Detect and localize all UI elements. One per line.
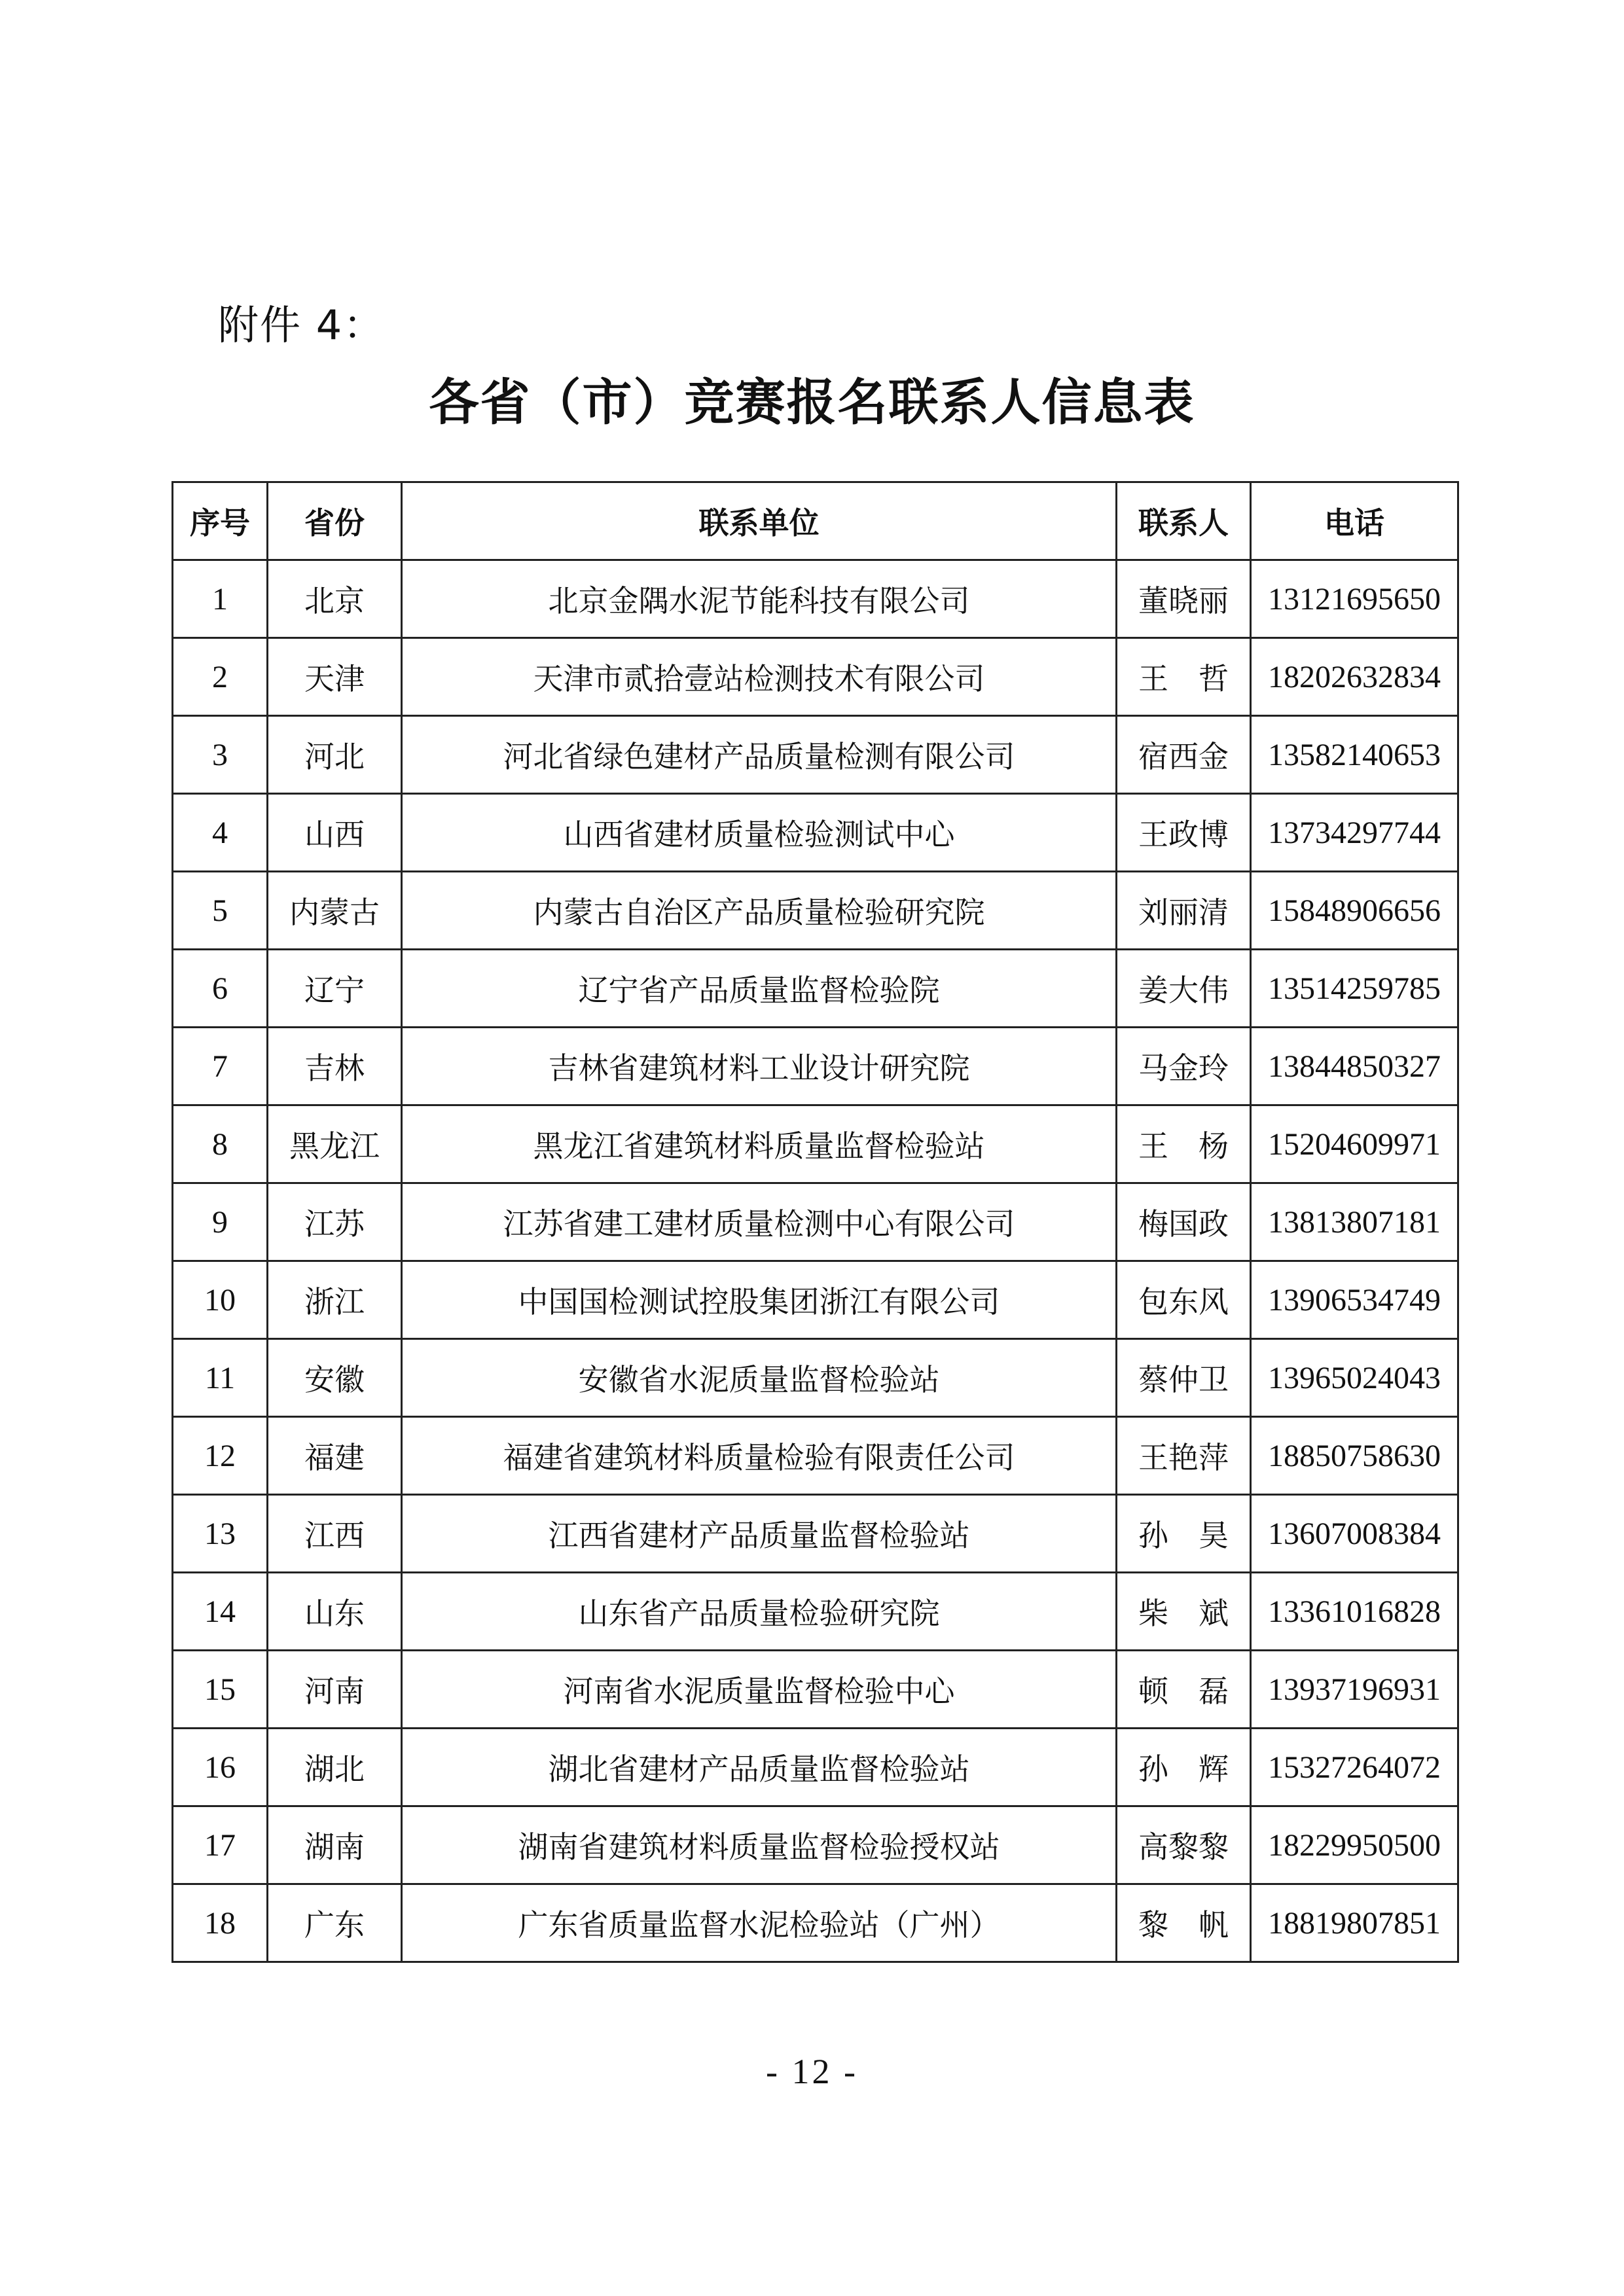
cell-phone: 13734297744 — [1251, 794, 1458, 872]
table-row — [173, 1417, 1458, 1495]
cell-unit: 福建省建筑材料质量检验有限责任公司 — [402, 1417, 1117, 1495]
cell-index: 4 — [173, 794, 268, 872]
cell-contact: 宿西金 — [1117, 716, 1251, 794]
cell-index: 8 — [173, 1105, 268, 1183]
cell-province: 江西 — [268, 1495, 402, 1573]
cell-index: 2 — [173, 638, 268, 716]
cell-contact: 孙 昊 — [1117, 1495, 1251, 1573]
cell-province: 广东 — [268, 1884, 402, 1962]
cell-index: 17 — [173, 1806, 268, 1884]
table-row — [173, 1183, 1458, 1261]
table-row — [173, 716, 1458, 794]
cell-index: 10 — [173, 1261, 268, 1339]
table-header-row — [173, 482, 1458, 560]
cell-contact: 王 哲 — [1117, 638, 1251, 716]
cell-phone: 13582140653 — [1251, 716, 1458, 794]
cell-index: 1 — [173, 560, 268, 638]
cell-unit: 内蒙古自治区产品质量检验研究院 — [402, 872, 1117, 950]
page-number: - 12 - — [766, 2052, 858, 2091]
cell-province: 天津 — [268, 638, 402, 716]
attachment-label: 附件 4： — [218, 301, 386, 349]
table-row — [173, 638, 1458, 716]
cell-province: 黑龙江 — [268, 1105, 402, 1183]
cell-province: 河北 — [268, 716, 402, 794]
document-title: 各省（市）竞赛报名联系人信息表 — [429, 373, 1195, 431]
cell-index: 14 — [173, 1573, 268, 1651]
cell-unit: 河北省绿色建材产品质量检测有限公司 — [402, 716, 1117, 794]
cell-index: 3 — [173, 716, 268, 794]
cell-province: 福建 — [268, 1417, 402, 1495]
cell-unit: 中国国检测试控股集团浙江有限公司 — [402, 1261, 1117, 1339]
table-row — [173, 1806, 1458, 1884]
cell-phone: 18850758630 — [1251, 1417, 1458, 1495]
cell-province: 内蒙古 — [268, 872, 402, 950]
table-row — [173, 560, 1458, 638]
cell-unit: 河南省水泥质量监督检验中心 — [402, 1651, 1117, 1729]
cell-phone: 15848906656 — [1251, 872, 1458, 950]
cell-index: 16 — [173, 1729, 268, 1806]
cell-index: 11 — [173, 1339, 268, 1417]
header-unit: 联系单位 — [402, 482, 1117, 560]
cell-contact: 王艳萍 — [1117, 1417, 1251, 1495]
cell-province: 河南 — [268, 1651, 402, 1729]
cell-contact: 梅国政 — [1117, 1183, 1251, 1261]
cell-phone: 18202632834 — [1251, 638, 1458, 716]
contact-table — [171, 481, 1459, 1963]
table-row — [173, 1651, 1458, 1729]
table-row — [173, 1573, 1458, 1651]
table-row — [173, 1028, 1458, 1105]
cell-unit: 黑龙江省建筑材料质量监督检验站 — [402, 1105, 1117, 1183]
cell-province: 山东 — [268, 1573, 402, 1651]
cell-index: 6 — [173, 950, 268, 1028]
cell-contact: 姜大伟 — [1117, 950, 1251, 1028]
cell-index: 15 — [173, 1651, 268, 1729]
cell-contact: 董晓丽 — [1117, 560, 1251, 638]
cell-unit: 湖南省建筑材料质量监督检验授权站 — [402, 1806, 1117, 1884]
cell-contact: 王政博 — [1117, 794, 1251, 872]
cell-unit: 湖北省建材产品质量监督检验站 — [402, 1729, 1117, 1806]
table-row — [173, 872, 1458, 950]
header-province: 省份 — [268, 482, 402, 560]
cell-contact: 刘丽清 — [1117, 872, 1251, 950]
cell-province: 吉林 — [268, 1028, 402, 1105]
cell-contact: 王 杨 — [1117, 1105, 1251, 1183]
cell-index: 18 — [173, 1884, 268, 1962]
cell-province: 江苏 — [268, 1183, 402, 1261]
table-row — [173, 794, 1458, 872]
cell-contact: 柴 斌 — [1117, 1573, 1251, 1651]
cell-index: 13 — [173, 1495, 268, 1573]
cell-phone: 13361016828 — [1251, 1573, 1458, 1651]
cell-unit: 天津市贰拾壹站检测技术有限公司 — [402, 638, 1117, 716]
cell-contact: 马金玲 — [1117, 1028, 1251, 1105]
cell-contact: 蔡仲卫 — [1117, 1339, 1251, 1417]
table-row — [173, 1261, 1458, 1339]
cell-phone: 13607008384 — [1251, 1495, 1458, 1573]
table-row — [173, 1729, 1458, 1806]
cell-phone: 13121695650 — [1251, 560, 1458, 638]
header-index: 序号 — [173, 482, 268, 560]
table-body — [173, 560, 1458, 1962]
cell-unit: 安徽省水泥质量监督检验站 — [402, 1339, 1117, 1417]
cell-province: 北京 — [268, 560, 402, 638]
cell-province: 安徽 — [268, 1339, 402, 1417]
cell-phone: 13937196931 — [1251, 1651, 1458, 1729]
cell-index: 12 — [173, 1417, 268, 1495]
cell-unit: 江苏省建工建材质量检测中心有限公司 — [402, 1183, 1117, 1261]
cell-phone: 13906534749 — [1251, 1261, 1458, 1339]
cell-phone: 15204609971 — [1251, 1105, 1458, 1183]
table-row — [173, 1495, 1458, 1573]
cell-province: 湖南 — [268, 1806, 402, 1884]
cell-unit: 山西省建材质量检验测试中心 — [402, 794, 1117, 872]
cell-contact: 顿 磊 — [1117, 1651, 1251, 1729]
cell-contact: 包东风 — [1117, 1261, 1251, 1339]
cell-unit: 广东省质量监督水泥检验站（广州） — [402, 1884, 1117, 1962]
cell-province: 辽宁 — [268, 950, 402, 1028]
cell-phone: 18819807851 — [1251, 1884, 1458, 1962]
cell-contact: 高黎黎 — [1117, 1806, 1251, 1884]
cell-contact: 黎 帆 — [1117, 1884, 1251, 1962]
cell-province: 山西 — [268, 794, 402, 872]
cell-index: 5 — [173, 872, 268, 950]
cell-phone: 13965024043 — [1251, 1339, 1458, 1417]
cell-unit: 山东省产品质量检验研究院 — [402, 1573, 1117, 1651]
cell-phone: 15327264072 — [1251, 1729, 1458, 1806]
table-row — [173, 950, 1458, 1028]
cell-index: 9 — [173, 1183, 268, 1261]
header-phone: 电话 — [1251, 482, 1458, 560]
cell-province: 浙江 — [268, 1261, 402, 1339]
cell-province: 湖北 — [268, 1729, 402, 1806]
cell-phone: 18229950500 — [1251, 1806, 1458, 1884]
cell-unit: 北京金隅水泥节能科技有限公司 — [402, 560, 1117, 638]
table-row — [173, 1884, 1458, 1962]
table-row — [173, 1339, 1458, 1417]
cell-unit: 辽宁省产品质量监督检验院 — [402, 950, 1117, 1028]
header-contact: 联系人 — [1117, 482, 1251, 560]
table-row — [173, 1105, 1458, 1183]
cell-contact: 孙 辉 — [1117, 1729, 1251, 1806]
cell-phone: 13813807181 — [1251, 1183, 1458, 1261]
cell-unit: 吉林省建筑材料工业设计研究院 — [402, 1028, 1117, 1105]
cell-phone: 13514259785 — [1251, 950, 1458, 1028]
cell-phone: 13844850327 — [1251, 1028, 1458, 1105]
cell-unit: 江西省建材产品质量监督检验站 — [402, 1495, 1117, 1573]
cell-index: 7 — [173, 1028, 268, 1105]
